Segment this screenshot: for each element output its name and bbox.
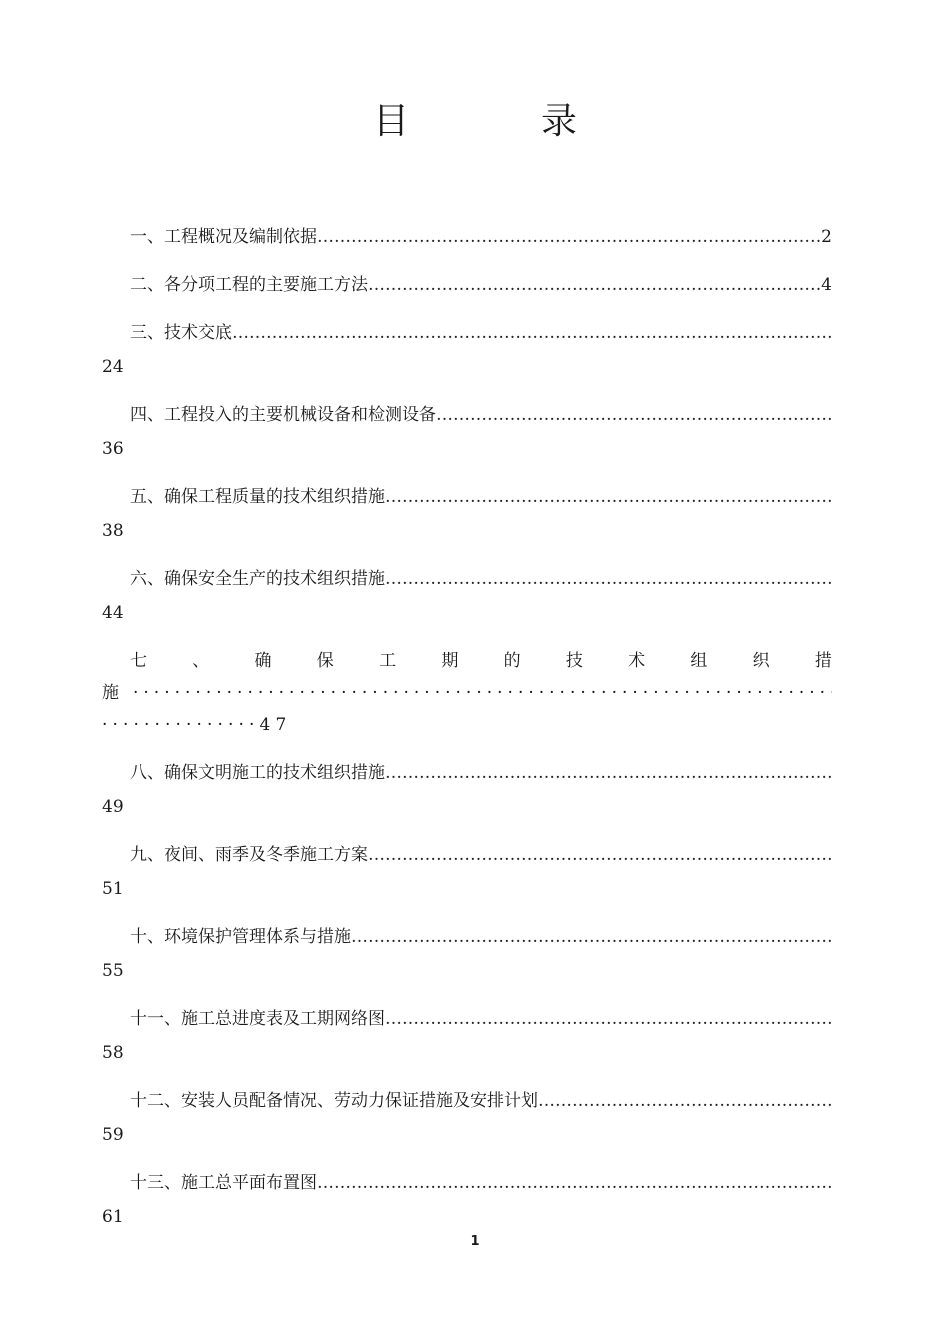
toc-entry-page: 2	[821, 227, 832, 247]
toc-entry-4[interactable]	[130, 402, 832, 428]
dot-leader	[317, 1170, 832, 1196]
dot-leader	[368, 272, 821, 298]
toc-entry-label: 一、工程概况及编制依据	[130, 227, 317, 247]
dot-leader	[538, 1088, 832, 1114]
toc-entry-label: 二、各分项工程的主要施工方法	[130, 275, 368, 295]
toc-char: 七	[130, 651, 147, 671]
toc-entry-label: 十三、施工总平面布置图	[130, 1173, 317, 1193]
toc-char: 期	[441, 651, 459, 671]
toc-entry-label: 十、环境保护管理体系与措施	[130, 927, 351, 947]
toc-char: 、	[192, 651, 210, 671]
page-title: 目 录	[372, 101, 625, 142]
toc-entry-label: 三、技术交底	[130, 323, 232, 343]
toc-entry-4-page: 36	[102, 439, 124, 459]
toc-entry-7[interactable]	[130, 648, 832, 674]
toc-entry-label: 五、确保工程质量的技术组织措施	[130, 487, 385, 507]
dot-leader	[385, 1006, 832, 1032]
toc-char: 组	[690, 651, 708, 671]
footer-page-number: 1	[470, 1234, 480, 1249]
toc-entry-7-wrap	[102, 680, 832, 706]
toc-entry-page: 4	[821, 275, 832, 295]
dot-leader	[133, 680, 832, 706]
toc-entry-13-page: 61	[102, 1207, 124, 1227]
toc-entry-label: 九、夜间、雨季及冬季施工方案	[130, 845, 368, 865]
toc-entry-label: 六、确保安全生产的技术组织措施	[130, 569, 385, 589]
toc-entry-8[interactable]	[130, 760, 832, 786]
dot-leader	[232, 320, 832, 346]
toc-entry-6[interactable]	[130, 566, 832, 592]
toc-entry-5[interactable]	[130, 484, 832, 510]
toc-entry-12[interactable]	[130, 1088, 832, 1114]
toc-char: 术	[628, 651, 646, 671]
toc-char: 技	[565, 651, 583, 671]
toc-char: 织	[752, 651, 770, 671]
toc-entry-label: 八、确保文明施工的技术组织措施	[130, 763, 385, 783]
toc-entry-3[interactable]	[130, 320, 832, 346]
dot-leader	[385, 566, 832, 592]
toc-entry-12-page: 59	[102, 1125, 124, 1145]
dot-leader	[317, 224, 821, 250]
toc-char: 确	[254, 651, 272, 671]
toc-char: 的	[503, 651, 521, 671]
dot-leader	[351, 924, 832, 950]
toc-entry-10-page: 55	[102, 961, 124, 981]
toc-entry-6-page: 44	[102, 603, 124, 623]
dot-leader	[436, 402, 832, 428]
toc-char: 措	[814, 651, 832, 671]
toc-entry-13[interactable]	[130, 1170, 832, 1196]
toc-entry-9[interactable]	[130, 842, 832, 868]
toc-char: 保	[316, 651, 334, 671]
toc-entry-8-page: 49	[102, 797, 124, 817]
toc-entry-10[interactable]	[130, 924, 832, 950]
toc-entry-9-page: 51	[102, 879, 124, 899]
toc-entry-11[interactable]	[130, 1006, 832, 1032]
toc-entry-label: 四、工程投入的主要机械设备和检测设备	[130, 405, 436, 425]
toc-entry-7-page: ···············47	[102, 715, 292, 735]
toc-char: 施	[102, 683, 119, 703]
toc-entry-11-page: 58	[102, 1043, 124, 1063]
toc-entry-3-page: 24	[102, 357, 124, 377]
dot-leader	[368, 842, 832, 868]
toc-entry-label: 十一、施工总进度表及工期网络图	[130, 1009, 385, 1029]
toc-entry-2[interactable]	[130, 272, 832, 298]
toc-entry-5-page: 38	[102, 521, 124, 541]
dot-leader	[385, 484, 832, 510]
toc-entry-label: 十二、安装人员配备情况、劳动力保证措施及安排计划	[130, 1091, 538, 1111]
dot-leader	[385, 760, 832, 786]
toc-char: 工	[379, 651, 397, 671]
toc-entry-1[interactable]	[130, 224, 832, 250]
